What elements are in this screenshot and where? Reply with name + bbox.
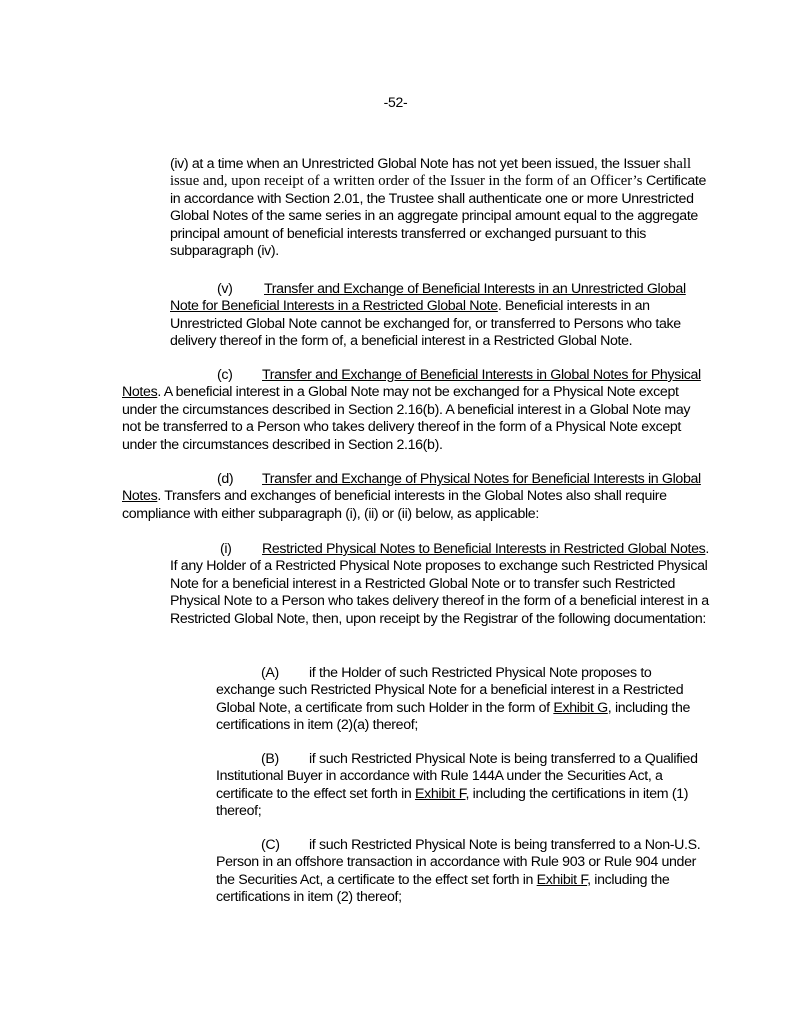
paragraph-c <box>122 367 712 454</box>
paragraph-B-body-after: , including the certifications in item (1) thereof; <box>216 785 689 820</box>
paragraph-i-heading: Restricted Physical Notes to Beneficial Interests in Restricted Global Notes <box>262 541 706 557</box>
paragraph-c-heading: Transfer and Exchange of Beneficial Interests in Global Notes for Physical Notes <box>122 367 701 401</box>
paragraph-iv <box>170 156 712 260</box>
paragraph-v-heading: Transfer and Exchange of Beneficial Interests in an Unrestricted Global Note for Beneficial Interests in a Restricted Global Note <box>170 281 686 315</box>
paragraph-A-label: (A) <box>261 665 279 681</box>
paragraph-c-body: . A beneficial interest in a Global Note may not be exchanged for a Physical Note except under the circumstances described in Section 2.16(b). A beneficial interest in a Global Note may not be transferred to a Person who takes delivery thereof in the form of a Physical Note except under the circumstances described in Section 2.16(b). <box>122 384 691 453</box>
paragraph-i <box>170 541 712 628</box>
paragraph-iv-text-a: (iv) at a time when an Unrestricted Global Note has not yet been issued, the Issuer <box>170 156 664 172</box>
paragraph-v <box>170 281 712 351</box>
paragraph-c-label: (c) <box>217 367 233 383</box>
paragraph-iv-text-b: shall issue and, upon receipt of a written order of the Issuer in the form of an Officer’s <box>170 156 692 190</box>
paragraph-i-body: . If any Holder of a Restricted Physical Note proposes to exchange such Restricted Physical Note for a beneficial interest in a Restricted Global Note or to transfer such Restricted Physical Note to a Person who takes delivery thereof in the form of a beneficial interest in a Restricted Global Note, then, upon receipt by the Registrar of the following documentation: <box>170 541 709 627</box>
paragraph-C-body-after: , including the certifications in item (2) thereof; <box>216 871 670 906</box>
paragraph-A-body-after: , including the certifications in item (2)(a) thereof; <box>216 699 691 734</box>
paragraph-B-label: (B) <box>261 751 279 767</box>
paragraph-d <box>122 471 712 523</box>
paragraph-C-body-before: if such Restricted Physical Note is being transferred to a Non-U.S. Person in an offshore transaction in accordance with Rule 903 or Rule 904 under the Securities Act, a certificate to the effect set forth in <box>216 837 701 888</box>
paragraph-C-label: (C) <box>261 837 280 853</box>
paragraph-d-body: . Transfers and exchanges of beneficial interests in the Global Notes also shall require compliance with either subparagraph (i), (ii) or (ii) below, as applicable: <box>122 488 667 522</box>
paragraph-iv-text-c: Certificate in accordance with Section 2.01, the Trustee shall authenticate one or more Unrestricted Global Notes of the same series in an aggregate principal amount equal to the aggregate principal amount of beneficial interests transferred or exchanged pursuant to this subparagraph (iv). <box>170 173 706 260</box>
paragraph-B-body-before: if such Restricted Physical Note is being transferred to a Qualified Institutional Buyer in accordance with Rule 144A under the Securities Act, a certificate to the effect set forth in <box>216 751 698 802</box>
exhibit-f-link: Exhibit F <box>415 785 466 802</box>
paragraph-C <box>216 837 712 907</box>
paragraph-A <box>216 665 712 735</box>
exhibit-g-link: Exhibit G <box>553 699 608 716</box>
page-number: -52- <box>383 94 408 110</box>
paragraph-d-heading: Transfer and Exchange of Physical Notes for Beneficial Interests in Global Notes <box>122 471 701 505</box>
exhibit-f-link-2: Exhibit F <box>536 871 588 888</box>
paragraph-d-label: (d) <box>217 471 234 487</box>
paragraph-i-label: (i) <box>220 541 232 557</box>
paragraph-v-body: . Beneficial interests in an Unrestricted Global Note cannot be exchanged for, or transferred to Persons who take delivery thereof in the form of, a beneficial interest in a Restricted Global Note. <box>170 298 681 350</box>
paragraph-B <box>216 751 712 821</box>
paragraph-A-body-before: if the Holder of such Restricted Physical Note proposes to exchange such Restricted Physical Note for a beneficial interest in a Restricted Global Note, a certificate from such Holder in the form of <box>216 665 684 716</box>
paragraph-v-label: (v) <box>217 281 233 297</box>
